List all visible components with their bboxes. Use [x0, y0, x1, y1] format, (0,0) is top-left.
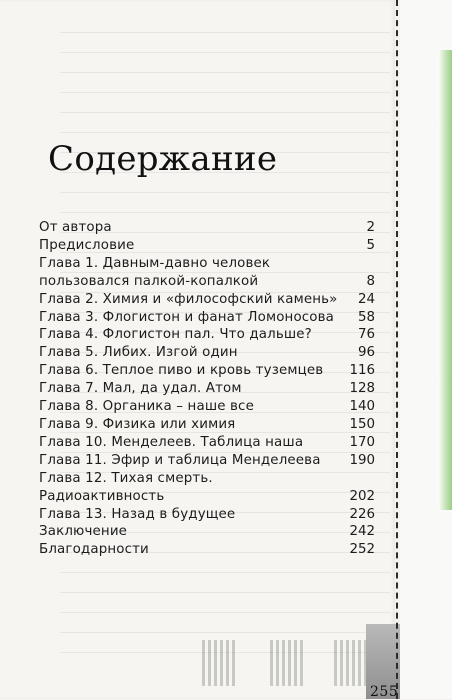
toc-entry-title: Глава 3. Флогистон и фанат Ломоносова	[39, 309, 335, 325]
show-through-qr-code	[202, 640, 238, 686]
toc-entry-title: Глава 8. Органика – наше все	[39, 399, 254, 415]
toc-entry-page: 8	[366, 273, 375, 289]
toc-entry-page: 202	[349, 488, 375, 504]
toc-entry-page: 76	[357, 327, 375, 343]
toc-entry	[39, 291, 375, 309]
toc-entry-title: Глава 7. Мал, да удал. Атом	[39, 381, 242, 397]
toc-entry-page: 116	[349, 363, 375, 379]
toc-entry-page: 150	[349, 416, 375, 432]
toc-entry-page: 24	[357, 291, 375, 307]
toc-entry	[39, 398, 375, 416]
page-title: Содержание	[48, 139, 278, 179]
toc-entry	[39, 326, 375, 344]
toc-entry-page: 190	[349, 452, 375, 468]
toc-entry-title: Заключение	[39, 524, 128, 540]
toc-entry	[39, 344, 375, 362]
toc-entry-title: Благодарности	[39, 542, 149, 558]
toc-entry-title: Глава 1. Давным-давно человек пользовался палкой-копалкой	[39, 255, 271, 289]
show-through-qr-code	[334, 640, 370, 686]
toc-entry	[39, 434, 375, 452]
toc-entry-title: Глава 2. Химия и «философский камень»	[39, 291, 338, 307]
toc-entry-title: Глава 5. Либих. Изгой один	[39, 345, 238, 361]
toc-entry	[39, 416, 375, 434]
toc-entry-title: От автора	[39, 220, 112, 235]
toc-entry-title: Глава 6. Теплое пиво и кровь туземцев	[39, 363, 324, 379]
toc-entry-title: Глава 10. Менделеев. Таблица наша	[39, 434, 304, 450]
toc-entry-page: 2	[366, 220, 375, 235]
toc-entry-title: Предисловие	[39, 237, 135, 253]
page-edge-dashed-line	[396, 0, 398, 699]
toc-entry-page: 58	[357, 309, 375, 325]
toc-entry-page: 170	[349, 434, 375, 450]
toc-entry-page: 128	[349, 381, 375, 397]
toc-entry	[39, 255, 375, 291]
toc-entry	[39, 523, 375, 541]
toc-entry	[39, 362, 375, 380]
toc-entry	[39, 452, 375, 470]
toc-entry-title: Глава 4. Флогистон пал. Что дальше?	[39, 327, 312, 343]
toc-entry	[39, 541, 375, 559]
toc-entry-page: 5	[366, 237, 375, 253]
cover-green-edge	[438, 50, 452, 510]
toc-entry	[39, 219, 375, 237]
toc-entry-page: 252	[349, 542, 375, 558]
toc-entry	[39, 237, 375, 255]
toc-entry-title: Глава 11. Эфир и таблица Менделеева	[39, 452, 321, 468]
toc-entry-title: Глава 9. Физика или химия	[39, 416, 236, 432]
toc-entry	[39, 470, 375, 506]
page-number: 255	[370, 684, 399, 700]
toc-entry-title: Глава 12. Тихая смерть. Радиоактивность	[39, 470, 213, 504]
toc-entry-page: 242	[349, 524, 375, 540]
toc-entry	[39, 380, 375, 398]
table-of-contents	[39, 219, 375, 559]
toc-entry-page: 140	[349, 399, 375, 415]
toc-entry-page: 96	[357, 345, 375, 361]
toc-entry-page: 226	[349, 506, 375, 522]
toc-entry-title: Глава 13. Назад в будущее	[39, 506, 236, 522]
toc-entry	[39, 309, 375, 327]
show-through-qr-code	[270, 640, 306, 686]
toc-entry	[39, 506, 375, 524]
